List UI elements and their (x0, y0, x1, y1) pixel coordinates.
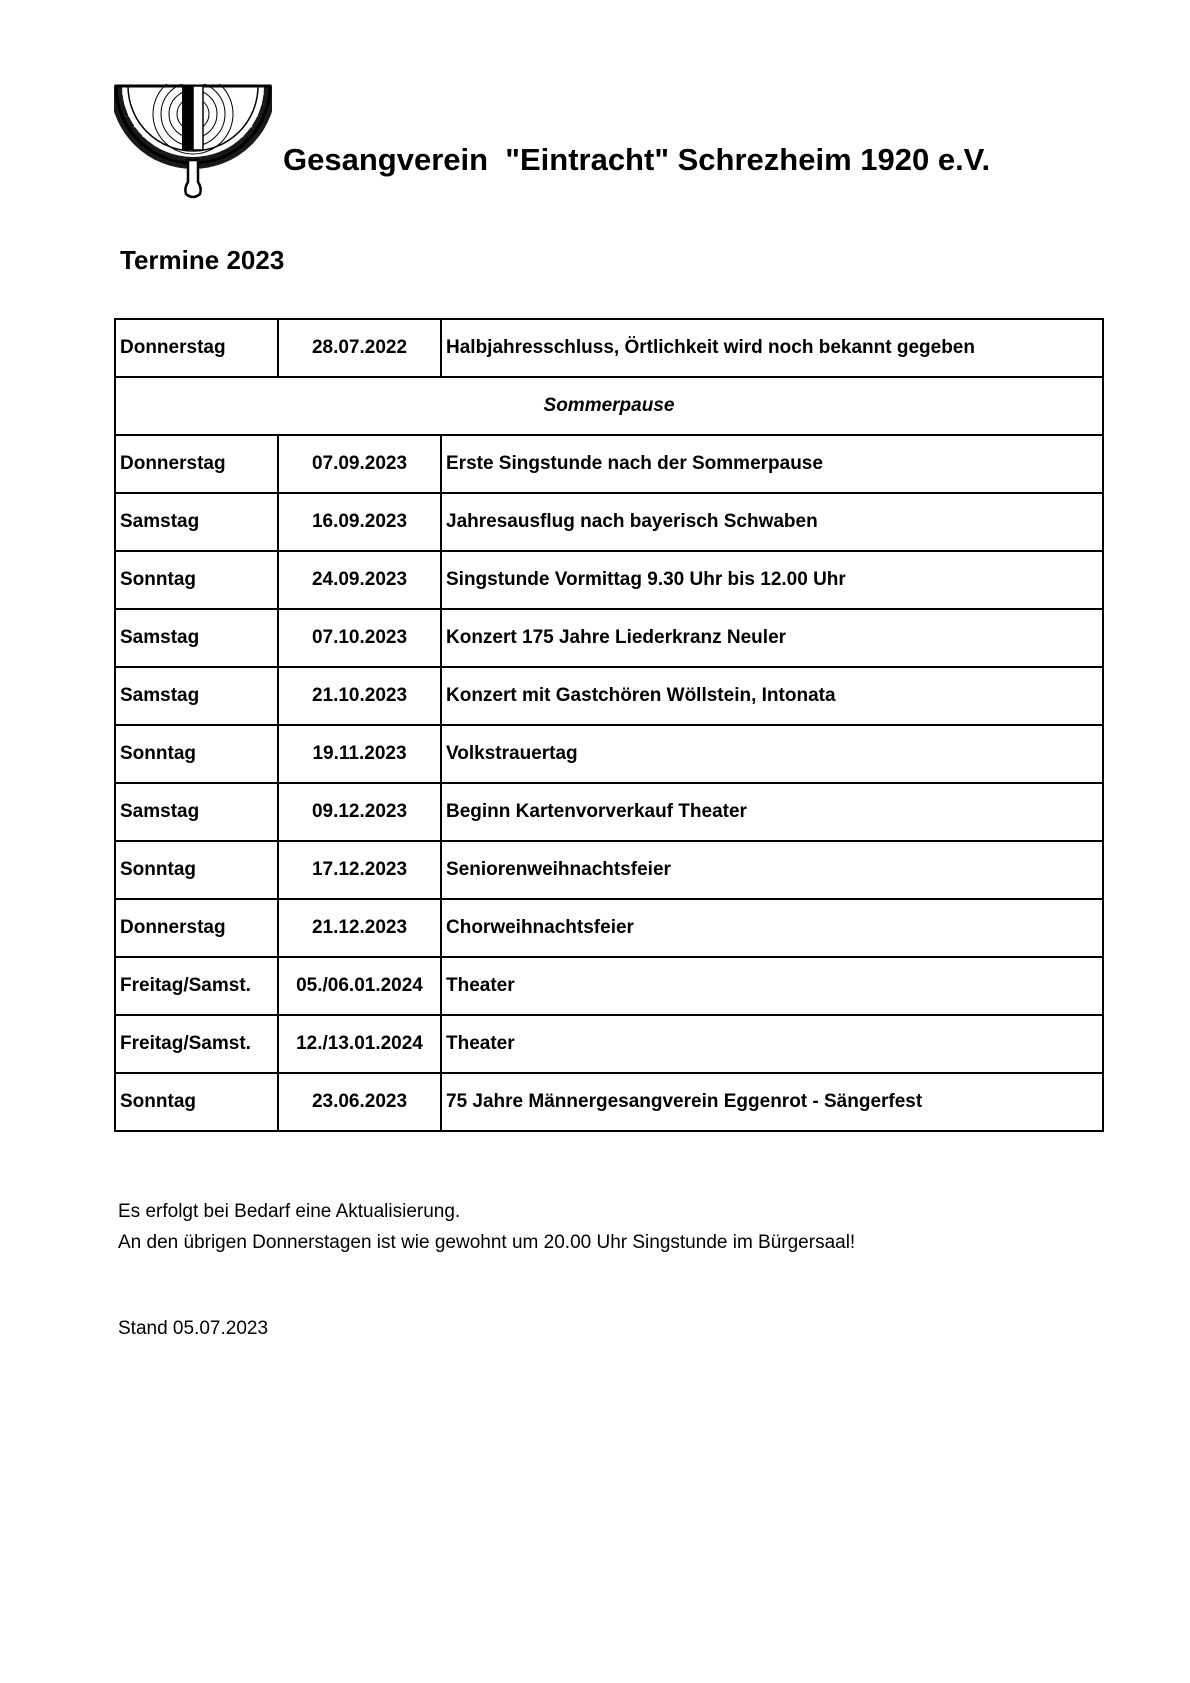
event-day: Samstag (115, 493, 278, 551)
event-row (115, 667, 1103, 725)
choir-logo (114, 84, 272, 206)
event-day: Sonntag (115, 1073, 278, 1131)
event-date: 21.12.2023 (278, 899, 441, 957)
event-row (115, 783, 1103, 841)
event-day: Freitag/Samst. (115, 957, 278, 1015)
event-day: Sonntag (115, 551, 278, 609)
event-day: Sonntag (115, 725, 278, 783)
event-row (115, 841, 1103, 899)
event-day: Samstag (115, 783, 278, 841)
event-date: 24.09.2023 (278, 551, 441, 609)
event-row (115, 725, 1103, 783)
event-date: 09.12.2023 (278, 783, 441, 841)
event-day: Samstag (115, 609, 278, 667)
event-description: Theater (441, 1015, 1103, 1073)
event-row (115, 551, 1103, 609)
notes (118, 1196, 855, 1258)
event-date: 17.12.2023 (278, 841, 441, 899)
event-date: 19.11.2023 (278, 725, 441, 783)
event-description: Jahresausflug nach bayerisch Schwaben (441, 493, 1103, 551)
event-description: Chorweihnachtsfeier (441, 899, 1103, 957)
pause-row (115, 377, 1103, 435)
event-date: 05./06.01.2024 (278, 957, 441, 1015)
event-day: Sonntag (115, 841, 278, 899)
event-day: Donnerstag (115, 899, 278, 957)
event-date: 28.07.2022 (278, 319, 441, 377)
event-row (115, 1073, 1103, 1131)
events-table (114, 318, 1104, 1132)
organization-title: Gesangverein "Eintracht" Schrezheim 1920 e.V. (283, 142, 991, 177)
note-rehearsal: An den übrigen Donnerstagen ist wie gewohnt um 20.00 Uhr Singstunde im Bürgersaal! (118, 1232, 856, 1253)
event-day: Donnerstag (115, 319, 278, 377)
event-day: Freitag/Samst. (115, 1015, 278, 1073)
event-date: 07.09.2023 (278, 435, 441, 493)
event-row (115, 435, 1103, 493)
event-row (115, 957, 1103, 1015)
event-description: Singstunde Vormittag 9.30 Uhr bis 12.00 Uhr (441, 551, 1103, 609)
event-day: Samstag (115, 667, 278, 725)
stand-date: Stand 05.07.2023 (118, 1318, 269, 1339)
event-row (115, 319, 1103, 377)
event-row (115, 493, 1103, 551)
event-description: Konzert mit Gastchören Wöllstein, Intonata (441, 667, 1103, 725)
event-date: 12./13.01.2024 (278, 1015, 441, 1073)
pause-label: Sommerpause (115, 377, 1103, 435)
event-date: 23.06.2023 (278, 1073, 441, 1131)
section-title: Termine 2023 (120, 245, 285, 275)
event-row (115, 609, 1103, 667)
event-date: 16.09.2023 (278, 493, 441, 551)
event-description: Halbjahresschluss, Örtlichkeit wird noch bekannt gegeben (441, 319, 1103, 377)
event-date: 21.10.2023 (278, 667, 441, 725)
event-description: Erste Singstunde nach der Sommerpause (441, 435, 1103, 493)
note-update: Es erfolgt bei Bedarf eine Aktualisierung. (118, 1201, 461, 1222)
event-description: Theater (441, 957, 1103, 1015)
event-description: 75 Jahre Männergesangverein Eggenrot - Sängerfest (441, 1073, 1103, 1131)
event-row (115, 899, 1103, 957)
event-description: Volkstrauertag (441, 725, 1103, 783)
event-date: 07.10.2023 (278, 609, 441, 667)
event-row (115, 1015, 1103, 1073)
event-description: Beginn Kartenvorverkauf Theater (441, 783, 1103, 841)
event-description: Seniorenweihnachtsfeier (441, 841, 1103, 899)
event-description: Konzert 175 Jahre Liederkranz Neuler (441, 609, 1103, 667)
event-day: Donnerstag (115, 435, 278, 493)
